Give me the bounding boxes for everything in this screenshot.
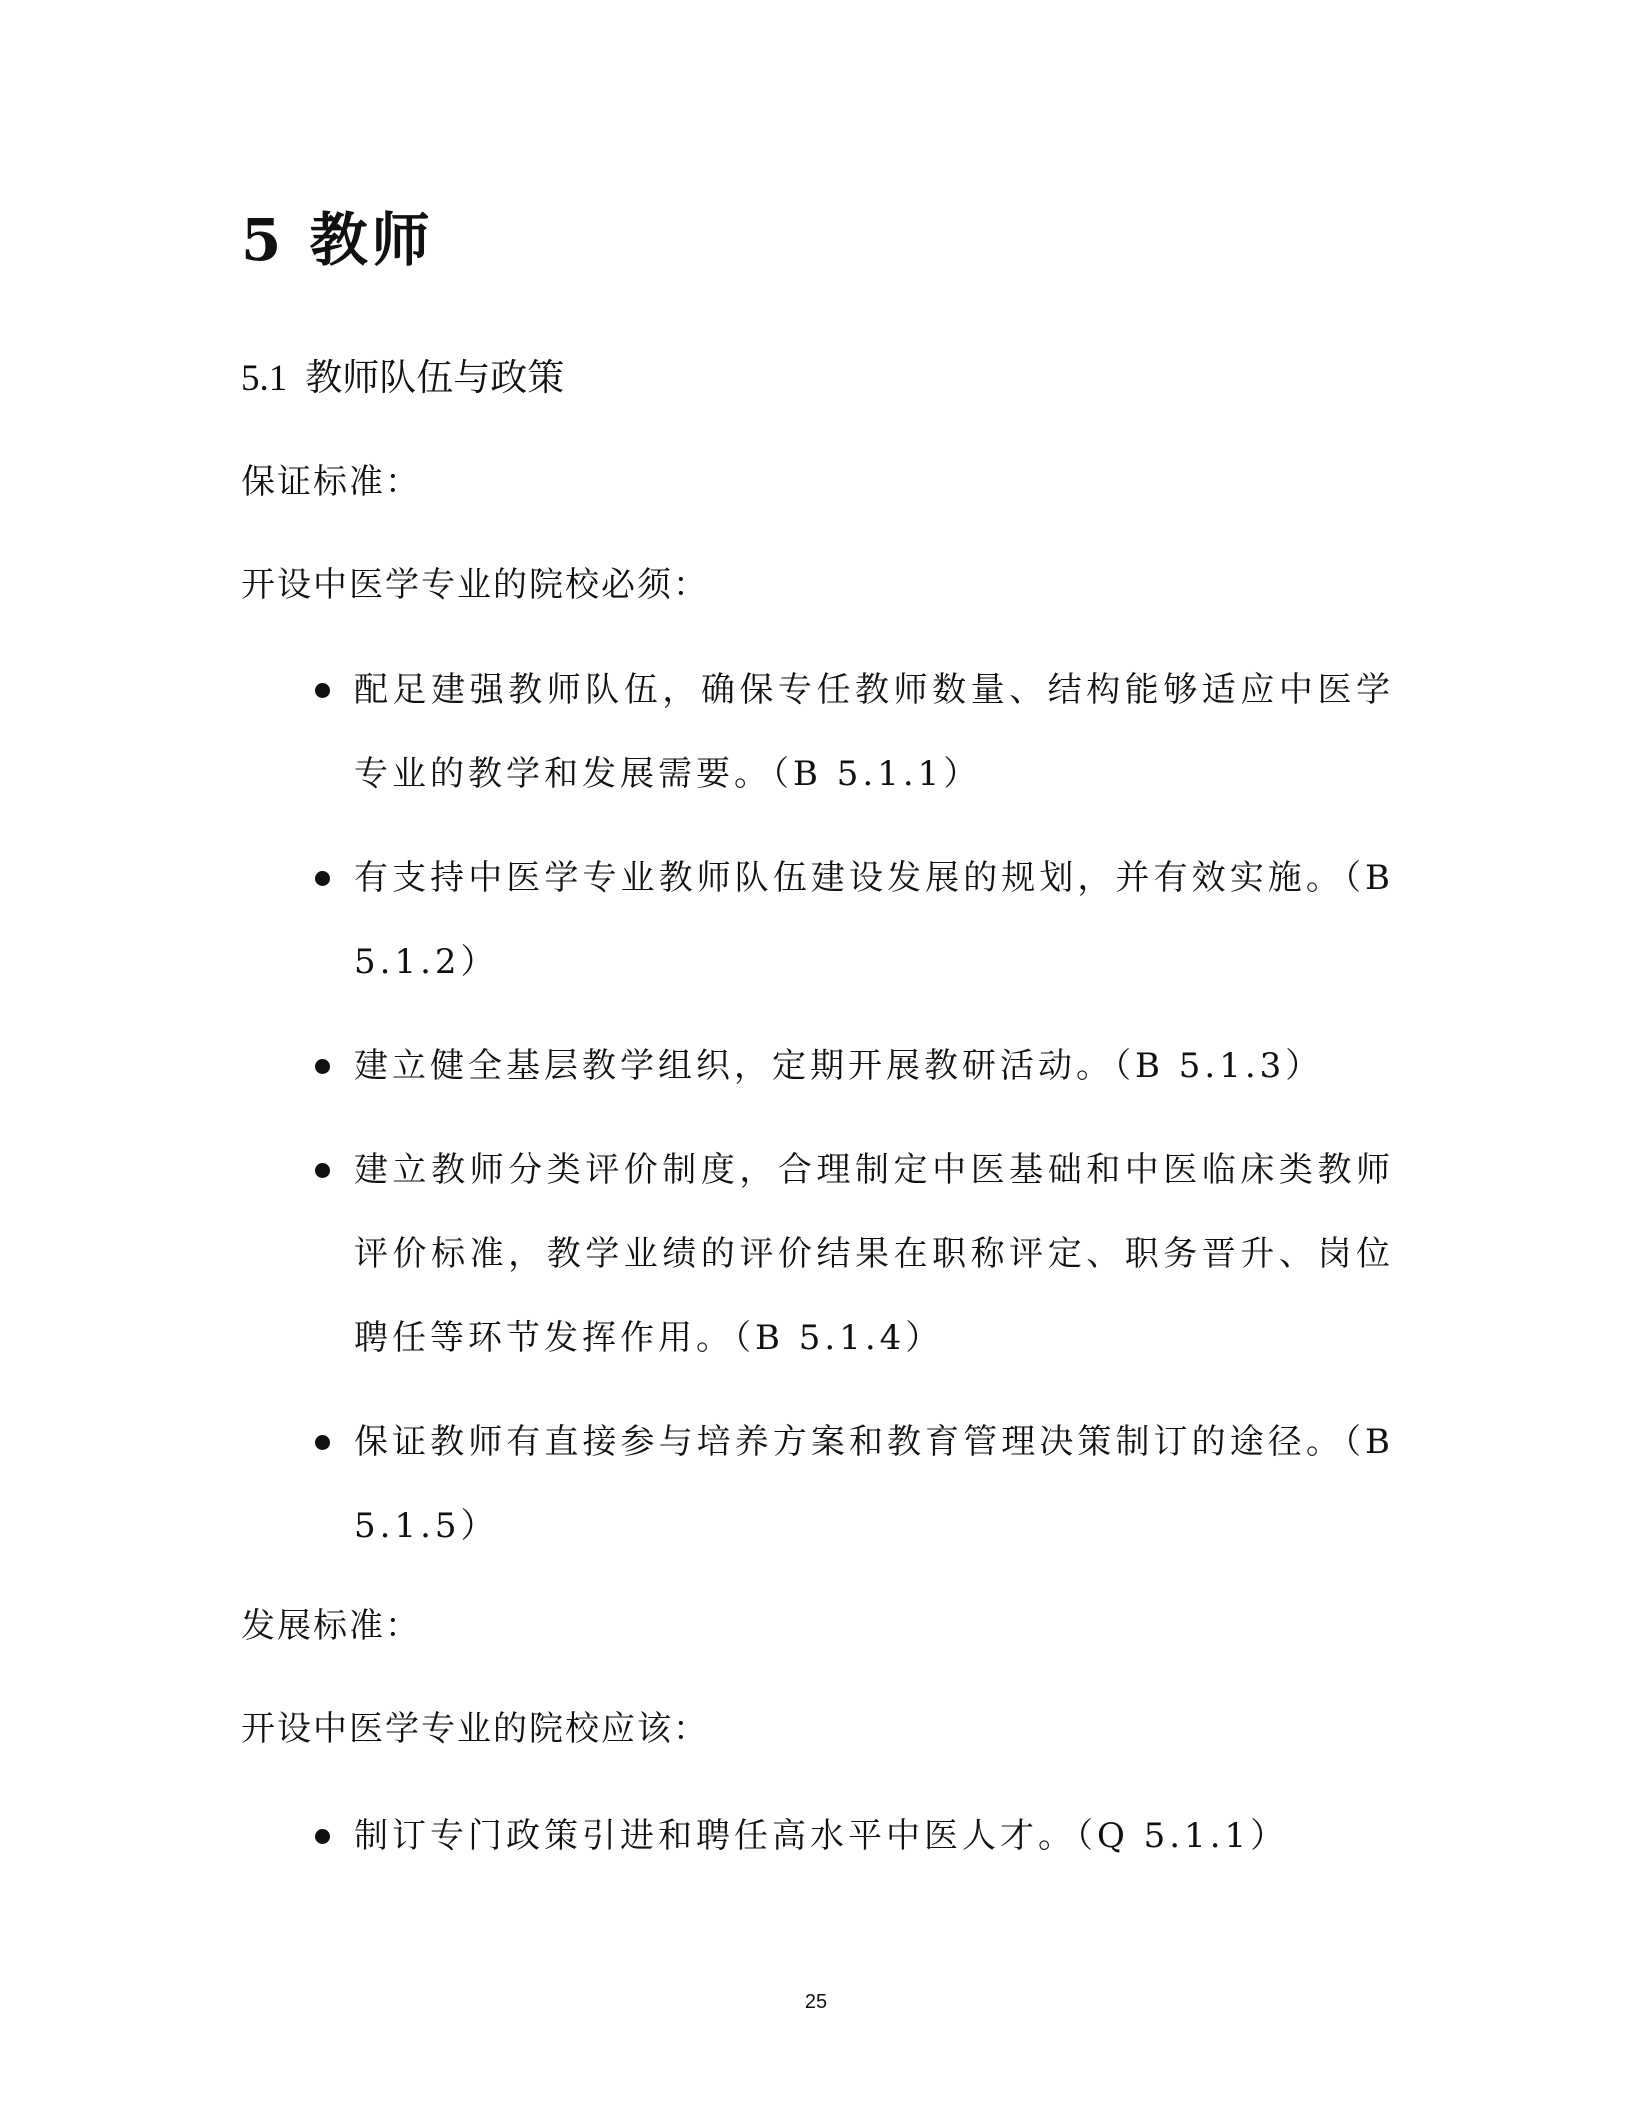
bullet-dot xyxy=(315,1059,330,1074)
chapter-number: 5 xyxy=(241,206,286,274)
development-standard-intro: 开设中医学专业的院校应该： xyxy=(241,1709,709,1749)
list-item-text: 有支持中医学专业教师队伍建设发展的规划，并有效实施。（B 5.1.2） xyxy=(354,858,1394,982)
list-item-text: 制订专门政策引进和聘任高水平中医人才。（Q 5.1.1） xyxy=(354,1816,1289,1856)
section-heading xyxy=(241,350,564,407)
bullet-dot xyxy=(315,871,330,886)
list-item-text: 保证教师有直接参与培养方案和教育管理决策制订的途径。（B 5.1.5） xyxy=(354,1422,1394,1546)
list-item xyxy=(354,1128,1394,1380)
bullet-dot xyxy=(315,1163,330,1178)
list-item xyxy=(354,1794,1394,1878)
bullet-dot xyxy=(315,1435,330,1450)
list-item xyxy=(354,648,1394,816)
bullet-dot xyxy=(315,1829,330,1844)
basic-standard-heading: 保证标准： xyxy=(241,462,421,502)
section-title: 教师队伍与政策 xyxy=(305,356,565,399)
chapter-title: 教师 xyxy=(309,206,434,274)
chapter-heading xyxy=(241,200,434,280)
list-item-text: 建立教师分类评价制度，合理制定中医基础和中医临床类教师评价标准，教学业绩的评价结果在职称评定、职务晋升、岗位聘任等环节发挥作用。（B 5.1.4） xyxy=(354,1150,1394,1358)
section-number: 5.1 xyxy=(241,358,288,399)
bullet-dot xyxy=(315,683,330,698)
list-item xyxy=(354,1024,1394,1108)
basic-standard-intro: 开设中医学专业的院校必须： xyxy=(241,565,709,605)
list-item xyxy=(354,1400,1394,1568)
list-item-text: 配足建强教师队伍，确保专任教师数量、结构能够适应中医学专业的教学和发展需要。（B 5.1.1） xyxy=(354,670,1394,794)
list-item-text: 建立健全基层教学组织，定期开展教研活动。（B 5.1.3） xyxy=(354,1046,1324,1086)
development-standard-heading: 发展标准： xyxy=(241,1606,421,1646)
list-item xyxy=(354,836,1394,1004)
page-number: 25 xyxy=(804,1991,828,2013)
